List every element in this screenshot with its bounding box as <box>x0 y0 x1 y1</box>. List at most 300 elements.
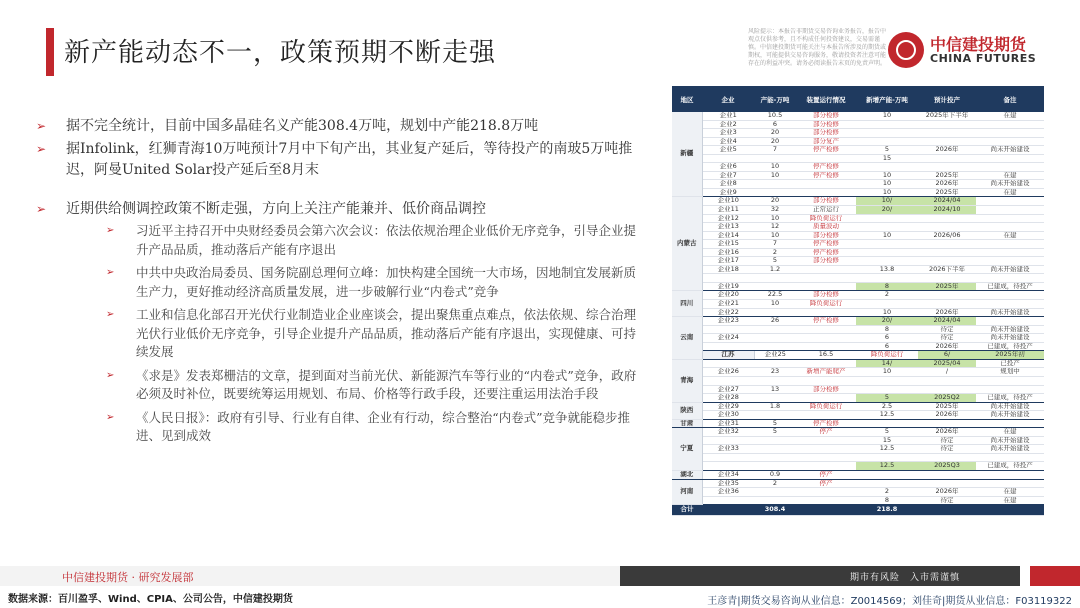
table-cell: 企业6 <box>702 163 754 172</box>
table-cell: 企业29 <box>702 402 754 411</box>
table-row <box>672 206 1044 215</box>
footer-department: 中信建投期货 · 研究发展部 <box>62 571 194 584</box>
table-cell: 2025年下半年 <box>918 112 976 120</box>
table-cell <box>754 274 796 283</box>
table-cell: 待定 <box>918 436 976 445</box>
table-cell <box>918 223 976 232</box>
table-cell: 10 <box>856 231 918 240</box>
table-cell: 15 <box>856 436 918 445</box>
table-row <box>672 445 1044 454</box>
table-cell: 在建 <box>976 428 1044 437</box>
table-cell: 2025年初 <box>976 351 1044 360</box>
table-cell: 2026年 <box>918 308 976 317</box>
table-cell: 降负荷运行 <box>796 300 856 309</box>
table-row <box>672 419 1044 428</box>
table-cell: 20 <box>754 197 796 206</box>
table-cell: 6/ <box>918 351 976 360</box>
table-cell: 企业33 <box>702 445 754 454</box>
table-cell: 企业34 <box>702 470 754 479</box>
table-cell <box>754 342 796 351</box>
table-cell: 2024/04 <box>918 197 976 206</box>
table-cell: 6 <box>856 334 918 343</box>
region-cell: 青海 <box>672 359 702 402</box>
table-row <box>672 257 1044 266</box>
table-cell <box>856 240 918 249</box>
table-row <box>672 291 1044 300</box>
table-cell: 15 <box>856 154 918 163</box>
table-row <box>672 317 1044 326</box>
table-cell: 20 <box>754 137 796 146</box>
arrow-bullet-icon: ➢ <box>106 267 115 278</box>
col-header: 产能-万吨 <box>754 86 796 112</box>
table-cell <box>796 274 856 283</box>
table-cell <box>856 274 918 283</box>
region-cell: 宁夏 <box>672 428 702 471</box>
table-cell: 尚未开始建设 <box>976 334 1044 343</box>
table-cell: 1.2 <box>754 265 796 274</box>
table-cell: 10 <box>754 214 796 223</box>
table-cell <box>702 436 754 445</box>
table-row <box>672 240 1044 249</box>
table-cell: 企业26 <box>702 368 754 377</box>
table-cell: 企业11 <box>702 206 754 215</box>
table-cell: 企业30 <box>702 411 754 420</box>
table-cell <box>702 376 754 385</box>
table-cell: 企业31 <box>702 419 754 428</box>
table-cell: 20 <box>754 129 796 138</box>
table-cell: 尚未开始建设 <box>976 402 1044 411</box>
table-row <box>672 180 1044 189</box>
table-row <box>672 265 1044 274</box>
table-row <box>672 308 1044 317</box>
table-cell <box>976 120 1044 129</box>
table-cell <box>856 129 918 138</box>
table-cell <box>754 376 796 385</box>
table-cell <box>796 334 856 343</box>
table-cell <box>918 419 976 428</box>
table-cell <box>796 453 856 462</box>
table-cell <box>754 325 796 334</box>
table-cell <box>976 197 1044 206</box>
col-header: 备注 <box>976 86 1044 112</box>
table-cell: 停产检修 <box>796 163 856 172</box>
table-row <box>672 334 1044 343</box>
table-cell <box>976 248 1044 257</box>
table-row <box>672 342 1044 351</box>
region-cell: 甘肃 <box>672 419 702 428</box>
table-cell: 5 <box>754 428 796 437</box>
table-cell <box>918 385 976 394</box>
table-cell <box>976 291 1044 300</box>
table-cell <box>754 359 796 368</box>
arrow-bullet-icon: ➢ <box>36 119 47 133</box>
table-cell: 企业28 <box>702 394 754 403</box>
table-cell: 2026年 <box>918 342 976 351</box>
table-cell: 2 <box>856 291 918 300</box>
table-cell <box>918 479 976 488</box>
table-cell: 企业20 <box>702 291 754 300</box>
col-header: 新增产能-万吨 <box>856 86 918 112</box>
table-cell: 降负荷运行 <box>796 214 856 223</box>
table-cell: 企业1 <box>702 112 754 120</box>
bullet-item: ➢ 近期供给侧调控政策不断走强，方向上关注产能兼并、低价商品调控 <box>36 199 646 220</box>
capacity-table <box>672 86 1044 516</box>
table-cell <box>796 282 856 291</box>
footer-risk-slogan: 期市有风险 入市需谨慎 <box>850 573 961 583</box>
table-cell: 待定 <box>918 445 976 454</box>
logo-name-en: CHINA FUTURES <box>930 52 1037 65</box>
table-cell: 5 <box>856 394 918 403</box>
arrow-bullet-icon: ➢ <box>106 369 115 381</box>
table-cell <box>754 180 796 189</box>
table-cell: 降负荷运行 <box>796 402 856 411</box>
table-cell: 部分检修 <box>796 197 856 206</box>
table-cell <box>856 470 918 479</box>
table-cell <box>702 496 754 505</box>
table-cell: 2026/06 <box>918 231 976 240</box>
table-cell <box>796 325 856 334</box>
bullet-item: ➢ 据不完全统计，目前中国多晶硅名义产能308.4万吨，规划中产能218.8万吨 <box>36 116 646 137</box>
page-title: 新产能动态不一，政策预期不断走强 <box>64 38 497 68</box>
table-cell <box>754 453 796 462</box>
table-cell: 2026年 <box>918 180 976 189</box>
table-cell: 12.5 <box>856 462 918 471</box>
table-cell <box>856 214 918 223</box>
table-cell <box>856 300 918 309</box>
table-cell <box>754 411 796 420</box>
table-cell: 尚未开始建设 <box>976 436 1044 445</box>
table-cell: 企业35 <box>702 479 754 488</box>
table-cell <box>976 376 1044 385</box>
sub-bullet-item: ➢ 《求是》发表郑栅洁的文章，提到面对当前光伏、新能源汽车等行业的“内卷式”竞争，政府必须及时补位，既要统筹运用规划、布局、价格等行政手段，还要注重运用法治手段 <box>106 367 646 404</box>
table-cell: 部分检修 <box>796 385 856 394</box>
footer-accent-block <box>1030 566 1080 586</box>
table-cell <box>918 248 976 257</box>
table-cell <box>856 137 918 146</box>
table-row <box>672 453 1044 462</box>
col-header: 装置运行情况 <box>796 86 856 112</box>
table-cell <box>918 453 976 462</box>
table-cell: 10 <box>856 368 918 377</box>
arrow-bullet-icon: ➢ <box>106 411 115 423</box>
table-cell: 部分检修 <box>796 112 856 120</box>
table-cell <box>796 376 856 385</box>
table-cell <box>796 180 856 189</box>
table-cell: 2025年 <box>918 188 976 197</box>
table-row <box>672 197 1044 206</box>
table-cell: 企业16 <box>702 248 754 257</box>
table-cell <box>976 419 1044 428</box>
table-cell: 待定 <box>918 496 976 505</box>
total-cell: 308.4 <box>754 505 796 516</box>
table-cell: 在建 <box>976 188 1044 197</box>
table-cell <box>796 188 856 197</box>
table-cell: 2 <box>754 248 796 257</box>
table-cell <box>702 154 754 163</box>
region-cell: 江苏 <box>702 351 754 360</box>
table-row <box>672 274 1044 283</box>
table-cell: 企业14 <box>702 231 754 240</box>
table-row <box>672 496 1044 505</box>
table-cell: 停产检修 <box>796 248 856 257</box>
table-cell <box>976 223 1044 232</box>
table-cell: 企业36 <box>702 488 754 497</box>
table-cell <box>856 376 918 385</box>
table-cell <box>856 120 918 129</box>
table-cell: 2024/10 <box>918 206 976 215</box>
table-cell <box>754 154 796 163</box>
col-header: 地区 <box>672 86 702 112</box>
table-cell <box>976 453 1044 462</box>
table-cell: 降负荷运行 <box>856 351 918 360</box>
table-cell: 企业9 <box>702 188 754 197</box>
table-cell: 已建成，待投产 <box>976 342 1044 351</box>
table-cell: 8 <box>856 282 918 291</box>
table-row <box>672 163 1044 172</box>
table-cell: 8 <box>856 496 918 505</box>
table-cell <box>976 206 1044 215</box>
table-cell: 2026年 <box>918 146 976 155</box>
table-cell: 企业32 <box>702 428 754 437</box>
region-cell: 河南 <box>672 479 702 505</box>
table-cell <box>918 300 976 309</box>
region-cell: 新疆 <box>672 112 702 197</box>
table-cell <box>754 334 796 343</box>
table-cell: 企业19 <box>702 282 754 291</box>
table-cell <box>976 479 1044 488</box>
table-cell <box>754 308 796 317</box>
table-cell <box>702 359 754 368</box>
table-cell: 2025年 <box>918 171 976 180</box>
table-cell: 20/ <box>856 317 918 326</box>
table-cell: 停产检修 <box>796 317 856 326</box>
region-cell: 湖北 <box>672 470 702 479</box>
table-cell: 2026年 <box>918 428 976 437</box>
table-row <box>672 120 1044 129</box>
table-cell: 16.5 <box>796 351 856 360</box>
table-row <box>672 479 1044 488</box>
sub-bullet-item: ➢ 《人民日报》：政府有引导、行业有自律、企业有行动，综合整治“内卷式”竞争就能稳步推进、见到成效 <box>106 409 646 446</box>
table-cell: 2 <box>754 479 796 488</box>
table-cell: 停产 <box>796 428 856 437</box>
table-cell: 1.8 <box>754 402 796 411</box>
table-cell: 10 <box>856 180 918 189</box>
total-cell <box>702 505 754 516</box>
table-cell <box>796 445 856 454</box>
table-cell <box>856 248 918 257</box>
table-cell <box>976 129 1044 138</box>
table-cell: 2025Q2 <box>918 394 976 403</box>
table-cell: 10.5 <box>754 112 796 120</box>
table-cell: 2026年 <box>918 411 976 420</box>
table-cell <box>976 240 1044 249</box>
table-cell <box>856 385 918 394</box>
table-cell <box>976 214 1044 223</box>
table-cell: 已建成，待投产 <box>976 394 1044 403</box>
table-cell: 8 <box>856 325 918 334</box>
table-cell <box>754 282 796 291</box>
table-cell: 企业8 <box>702 180 754 189</box>
total-cell <box>976 505 1044 516</box>
table-cell <box>856 453 918 462</box>
table-cell: 6 <box>754 120 796 129</box>
table-cell: 部分检修 <box>796 129 856 138</box>
table-cell <box>976 274 1044 283</box>
table-cell <box>918 120 976 129</box>
table-cell: 10 <box>754 231 796 240</box>
table-cell <box>754 488 796 497</box>
footer-bar <box>0 566 1080 586</box>
table-cell: 尚未开始建设 <box>976 445 1044 454</box>
table-cell <box>796 359 856 368</box>
table-cell: 2026年 <box>918 488 976 497</box>
table-cell: 企业23 <box>702 317 754 326</box>
table-cell <box>702 342 754 351</box>
table-cell <box>796 308 856 317</box>
table-cell: 5 <box>754 257 796 266</box>
capacity-table-wrapper <box>672 86 1044 516</box>
table-cell: 5 <box>856 146 918 155</box>
table-row <box>672 462 1044 471</box>
table-cell: 已投产 <box>976 359 1044 368</box>
table-cell <box>918 163 976 172</box>
table-row <box>672 214 1044 223</box>
table-cell: 停产 <box>796 479 856 488</box>
table-cell <box>702 274 754 283</box>
table-cell: 2 <box>856 488 918 497</box>
table-row <box>672 488 1044 497</box>
table-cell: 2025年 <box>918 402 976 411</box>
arrow-bullet-icon: ➢ <box>106 309 115 320</box>
table-cell: 在建 <box>976 231 1044 240</box>
title-accent-bar <box>46 28 54 76</box>
table-cell <box>856 223 918 232</box>
table-cell <box>796 496 856 505</box>
table-row <box>672 112 1044 120</box>
company-logo <box>888 32 1048 72</box>
data-source: 数据来源：百川盈孚、Wind、CPIA、公司公告，中信建投期货 <box>8 594 293 605</box>
table-cell <box>856 479 918 488</box>
table-cell: 企业15 <box>702 240 754 249</box>
table-cell: 2026下半年 <box>918 265 976 274</box>
region-cell: 陕西 <box>672 402 702 419</box>
table-cell: 20/ <box>856 206 918 215</box>
table-cell <box>754 496 796 505</box>
table-cell: 企业5 <box>702 146 754 155</box>
table-cell <box>796 411 856 420</box>
table-cell: 14/ <box>856 359 918 368</box>
table-cell: 13 <box>754 385 796 394</box>
table-cell <box>976 317 1044 326</box>
table-row <box>672 325 1044 334</box>
table-cell <box>976 137 1044 146</box>
table-cell <box>856 163 918 172</box>
table-cell <box>976 300 1044 309</box>
table-cell: 0.9 <box>754 470 796 479</box>
table-cell: 企业25 <box>754 351 796 360</box>
table-cell <box>796 488 856 497</box>
table-cell: 部分检修 <box>796 231 856 240</box>
table-row <box>672 470 1044 479</box>
total-cell <box>918 505 976 516</box>
table-cell: 在建 <box>976 488 1044 497</box>
table-cell: 在建 <box>976 496 1044 505</box>
table-cell: 12 <box>754 223 796 232</box>
table-cell: 10 <box>754 171 796 180</box>
table-cell: 已建成，待投产 <box>976 282 1044 291</box>
table-cell: 10 <box>856 171 918 180</box>
table-cell: 10 <box>856 188 918 197</box>
table-cell: 停产检修 <box>796 419 856 428</box>
table-cell: 13.8 <box>856 265 918 274</box>
table-row <box>672 436 1044 445</box>
logo-emblem-icon <box>888 32 924 68</box>
arrow-bullet-icon: ➢ <box>106 225 115 236</box>
table-row <box>672 300 1044 309</box>
table-cell <box>796 154 856 163</box>
table-row <box>672 428 1044 437</box>
table-cell: 企业13 <box>702 223 754 232</box>
table-row <box>672 411 1044 420</box>
table-cell: 尚未开始建设 <box>976 180 1044 189</box>
table-cell: 企业24 <box>702 334 754 343</box>
total-cell: 合计 <box>672 505 702 516</box>
table-cell <box>918 240 976 249</box>
table-cell: 企业4 <box>702 137 754 146</box>
table-cell: 尚未开始建设 <box>976 325 1044 334</box>
table-cell <box>796 462 856 471</box>
table-cell <box>754 445 796 454</box>
table-row <box>672 282 1044 291</box>
table-cell <box>918 376 976 385</box>
table-total-row <box>672 505 1044 516</box>
table-cell: 企业12 <box>702 214 754 223</box>
bullet-content <box>36 116 646 451</box>
table-cell <box>856 419 918 428</box>
table-row <box>672 402 1044 411</box>
table-cell: 部分检修 <box>796 291 856 300</box>
table-cell: 企业21 <box>702 300 754 309</box>
table-cell <box>796 265 856 274</box>
table-row <box>672 129 1044 138</box>
table-cell <box>918 137 976 146</box>
table-cell <box>918 154 976 163</box>
table-cell: 正常运行 <box>796 206 856 215</box>
table-cell: 停产检修 <box>796 240 856 249</box>
table-cell: 停产检修 <box>796 146 856 155</box>
table-cell: 5 <box>754 419 796 428</box>
table-row <box>672 376 1044 385</box>
table-cell: 规划中 <box>976 368 1044 377</box>
arrow-bullet-icon: ➢ <box>36 142 47 156</box>
table-cell: 新增产能爬产 <box>796 368 856 377</box>
table-cell: 10 <box>754 163 796 172</box>
table-cell: 12.5 <box>856 445 918 454</box>
table-cell: 2025/04 <box>918 359 976 368</box>
table-cell: 企业3 <box>702 129 754 138</box>
table-cell: 企业17 <box>702 257 754 266</box>
table-cell: 26 <box>754 317 796 326</box>
logo-name-cn: 中信建投期货 <box>930 35 1027 54</box>
table-cell: 企业7 <box>702 171 754 180</box>
table-cell: 企业22 <box>702 308 754 317</box>
table-row <box>672 171 1044 180</box>
table-cell <box>754 188 796 197</box>
region-cell: 内蒙古 <box>672 197 702 291</box>
table-cell: 停产 <box>796 470 856 479</box>
table-cell <box>976 385 1044 394</box>
table-cell <box>918 291 976 300</box>
